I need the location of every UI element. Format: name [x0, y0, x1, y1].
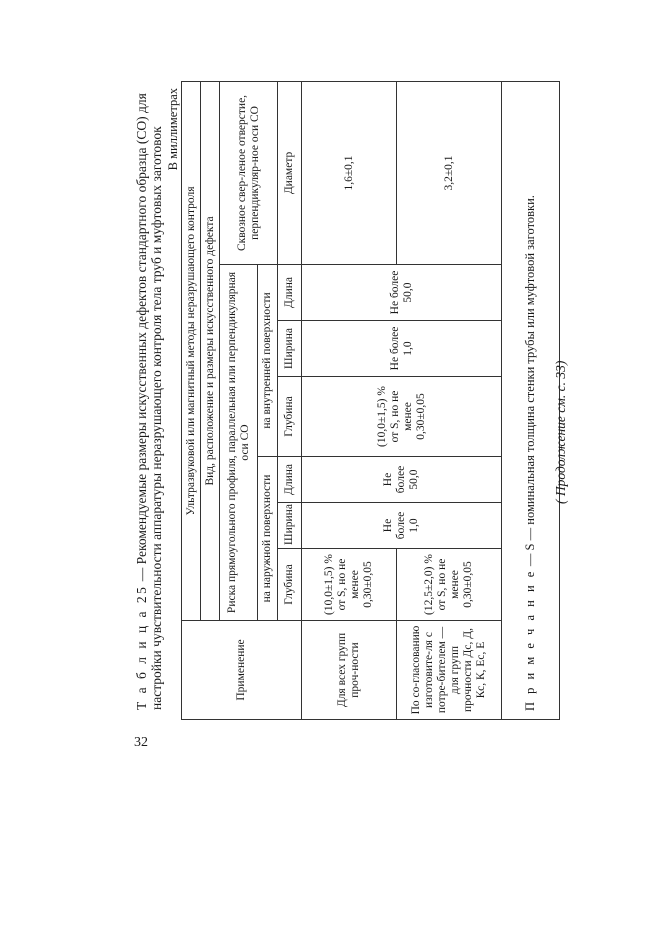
width-inner-value: Не более 1,0 [302, 321, 502, 377]
col-diameter: Диаметр [278, 81, 302, 264]
header-defect-kind: Вид, расположение и размеры искусственного дефекта [201, 81, 220, 620]
col-length-inner: Длина [278, 265, 302, 321]
row1-depth-outer: (10,0±1,5) % от S, но не менее 0,30±0,05 [302, 549, 397, 621]
table-caption [134, 86, 164, 710]
note-label: П р и м е ч а н и е [523, 569, 537, 711]
row2-application: По со-гласованию изготовите-ля с потре-бителем — для групп прочности Дс, Д, Кс, К, Ес, Е [397, 621, 502, 720]
depth-inner-value: (10,0±1,5) % от S, но не менее 0,30±0,05 [302, 377, 502, 457]
row1-application: Для всех групп проч-ности [302, 621, 397, 720]
rotated-table-sheet [128, 82, 568, 722]
caption-text: — Рекомендуемые размеры искусственных дефектов стандартного образца (СО) для настройки чувствительности аппаратуры неразрушающего контроля тела труб и муфтовых заготовок [134, 93, 164, 710]
caption-label: Т а б л и ц а 25 [134, 584, 149, 710]
continuation-note: ( Продолжение см. с. 33) [553, 360, 568, 504]
header-notch: Риска прямоугольного профиля, параллельная или перпендикулярная оси СО [220, 265, 258, 621]
row2-depth-outer: (12,5±2,0) % от S, но не менее 0,30±0,05 [397, 549, 502, 621]
length-inner-value: Не более 50,0 [302, 265, 502, 321]
col-depth-inner: Глубина [278, 377, 302, 457]
col-width-inner: Ширина [278, 321, 302, 377]
row1-diameter: 1,6±0,1 [302, 81, 397, 264]
defects-table [181, 81, 560, 720]
header-outer-surface: на наружной поверхности [258, 457, 278, 621]
row2-diameter: 3,2±0,1 [397, 81, 502, 264]
header-method: Ультразвуковой или магнитный методы неразрушающего контроля [182, 81, 201, 620]
page-number: 32 [134, 735, 148, 750]
units-label: В миллиметрах [166, 88, 180, 171]
header-hole: Сквозное свер-леное отверстие, перпендикуляр-ное оси СО [220, 81, 278, 264]
header-inner-surface: на внутренней поверхности [258, 265, 278, 457]
table-note [502, 81, 560, 719]
note-text: — S — номинальная толщина стенки трубы или муфтовой заготовки. [523, 195, 537, 570]
col-depth-outer: Глубина [278, 549, 302, 621]
header-application: Применение [182, 621, 302, 720]
width-outer-value: Не более 1,0 [302, 503, 502, 549]
col-width-outer: Ширина [278, 503, 302, 549]
length-outer-value: Не более 50,0 [302, 457, 502, 503]
col-length-outer: Длина [278, 457, 302, 503]
